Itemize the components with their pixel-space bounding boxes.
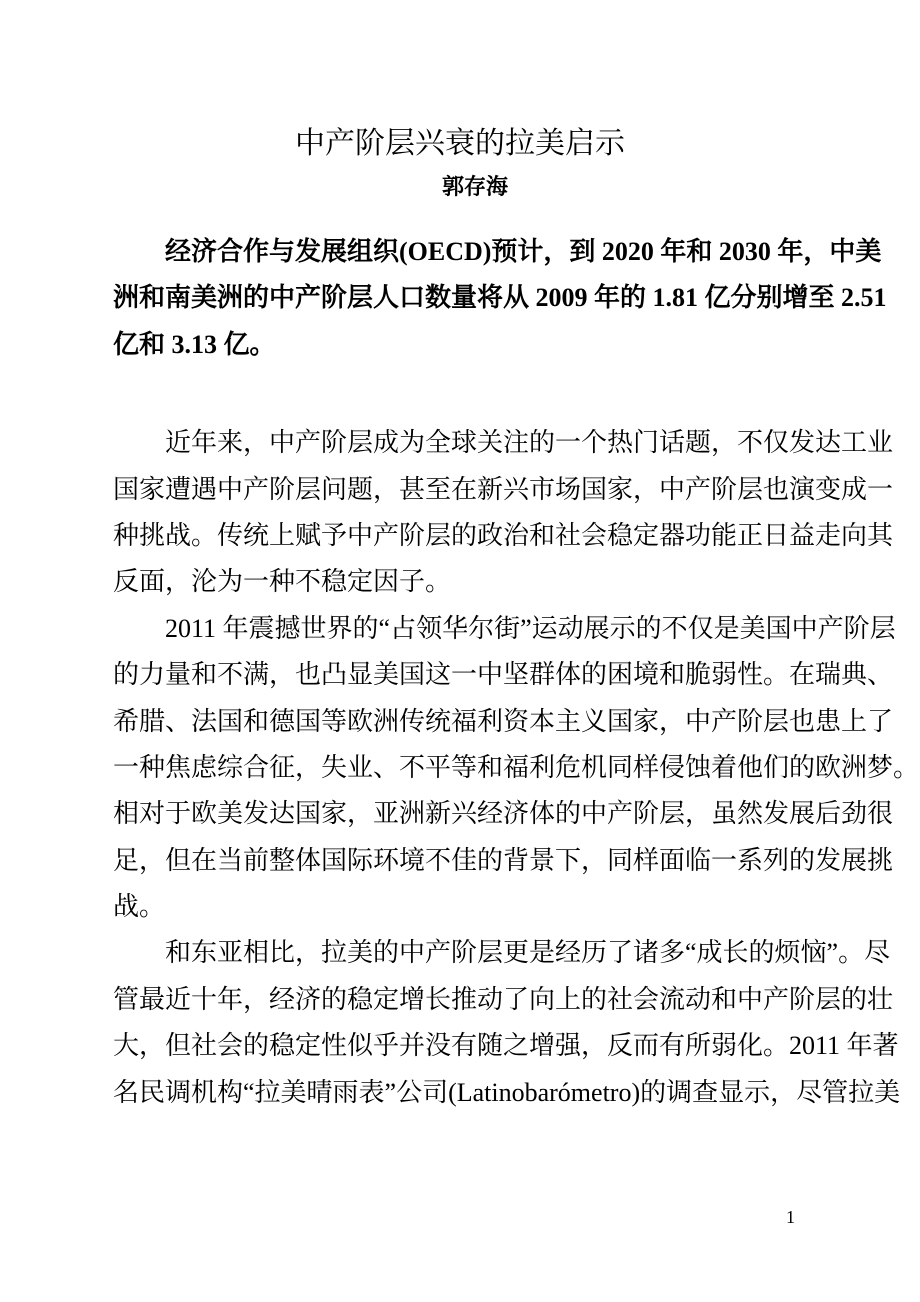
text-line: 一种焦虑综合征，失业、不平等和福利危机同样侵蚀着他们的欧洲梦。 xyxy=(113,752,920,782)
text-line: 种挑战。传统上赋予中产阶层的政治和社会稳定器功能正日益走向其 xyxy=(113,520,894,550)
text-line: 名民调机构“拉美晴雨表”公司(Latinobarómetro)的调查显示，尽管拉美 xyxy=(113,1077,901,1107)
text-line: 相对于欧美发达国家，亚洲新兴经济体的中产阶层，虽然发展后劲很 xyxy=(113,799,894,829)
author-name: 郭存海 xyxy=(441,175,508,200)
abstract-line: 经济合作与发展组织(OECD)预计，到 2020 年和 2030 年，中美 xyxy=(165,237,882,266)
text-line: 战。 xyxy=(113,892,166,922)
page-number: 1 xyxy=(786,1207,795,1227)
abstract-line: 亿和 3.13 亿。 xyxy=(113,329,276,359)
text-line: 的力量和不满，也凸显美国这一中坚群体的困境和脆弱性。在瑞典、 xyxy=(113,660,894,690)
text-line: 足，但在当前整体国际环境不佳的背景下，同样面临一系列的发展挑 xyxy=(113,845,894,875)
document-title: 中产阶层兴衰的拉美启示 xyxy=(295,126,625,161)
blank-line xyxy=(113,368,809,420)
paragraph-3 xyxy=(113,930,901,1116)
text-line: 希腊、法国和德国等欧洲传统福利资本主义国家，中产阶层也患上了 xyxy=(113,706,894,736)
abstract xyxy=(113,229,887,368)
text-line: 大，但社会的稳定性似乎并没有随之增强，反而有所弱化。2011 年著 xyxy=(113,1031,899,1061)
text-line: 管最近十年，经济的稳定增长推动了向上的社会流动和中产阶层的壮 xyxy=(113,984,894,1014)
text-line: 反面，沦为一种不稳定因子。 xyxy=(113,567,452,597)
document-body xyxy=(113,229,920,1116)
paragraph-2 xyxy=(113,606,920,931)
paragraph-1 xyxy=(113,420,894,606)
text-line: 2011 年震撼世界的“占领华尔街”运动展示的不仅是美国中产阶层 xyxy=(165,613,896,643)
text-line: 国家遭遇中产阶层问题，甚至在新兴市场国家，中产阶层也演变成一 xyxy=(113,474,894,504)
text-line: 近年来，中产阶层成为全球关注的一个热门话题，不仅发达工业 xyxy=(165,428,894,458)
abstract-line: 洲和南美洲的中产阶层人口数量将从 2009 年的 1.81 亿分别增至 2.51 xyxy=(113,283,887,313)
text-line: 和东亚相比，拉美的中产阶层更是经历了诸多“成长的烦恼”。尽 xyxy=(165,938,891,968)
